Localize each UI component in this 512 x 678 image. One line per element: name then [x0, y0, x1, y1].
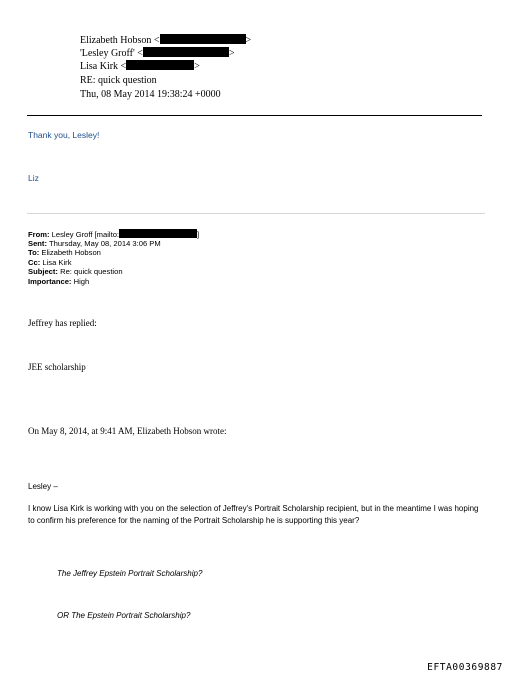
header-subject-value: RE: quick question — [80, 75, 157, 86]
fwd-from-value: Lesley Groff [mailto: — [51, 230, 120, 239]
redaction-box — [160, 34, 246, 44]
fwd-subject-value: Re: quick question — [60, 267, 123, 277]
close-bracket: > — [228, 48, 235, 59]
message-line-2: JEE scholarship — [28, 362, 86, 372]
message-line-1: Jeffrey has replied: — [28, 318, 97, 328]
fwd-sent-value: Thursday, May 08, 2014 3:06 PM — [48, 238, 161, 248]
quote-paragraph: I know Lisa Kirk is working with you on the selection of Jeffrey's Portrait Scholarship recipient, but in the meantime I was hoping to confirm his preference for the naming of the Portrait Scholarship he is supporting this year? — [28, 504, 479, 525]
redaction-box — [126, 60, 194, 70]
reply-signoff: Liz — [28, 173, 39, 183]
close-bracket: > — [194, 61, 200, 72]
fwd-subject-label: Subject: — [28, 267, 58, 277]
fwd-importance-row — [28, 277, 89, 287]
fwd-importance-value: High — [73, 277, 90, 286]
redaction-box — [143, 47, 229, 57]
header-cc-value: Lisa Kirk < — [80, 61, 127, 72]
close-bracket: > — [245, 35, 252, 46]
fwd-from-label: From: — [28, 230, 50, 239]
fwd-to-row — [28, 248, 101, 258]
fwd-cc-value: Lisa Kirk — [42, 257, 72, 267]
fwd-cc-label: Cc: — [28, 257, 41, 267]
fwd-sent-label: Sent: — [28, 238, 47, 248]
quote-option-1: The Jeffrey Epstein Portrait Scholarship? — [57, 569, 203, 578]
header-date-value: Thu, 08 May 2014 19:38:24 +0000 — [80, 89, 221, 100]
quote-intro: On May 8, 2014, at 9:41 AM, Elizabeth Hobson wrote: — [28, 426, 227, 436]
fwd-to-label: To: — [28, 248, 40, 258]
forward-divider — [27, 213, 485, 214]
header-divider — [27, 115, 482, 116]
quote-greeting: Lesley – — [28, 482, 58, 491]
fwd-sent-row — [28, 239, 161, 249]
reply-thanks: Thank you, Lesley! — [28, 130, 100, 140]
quote-option-2: OR The Epstein Portrait Scholarship? — [57, 611, 191, 620]
redaction-box — [119, 229, 200, 239]
fwd-importance-label: Importance: — [28, 277, 72, 286]
header-from-value: Elizabeth Hobson < — [80, 35, 160, 46]
fwd-cc-row — [28, 258, 72, 268]
document-stamp: EFTA00369887 — [427, 662, 503, 673]
fwd-from-close: ] — [197, 230, 200, 239]
header-to-value: 'Lesley Groff' < — [80, 48, 143, 59]
fwd-to-value: Elizabeth Hobson — [41, 248, 101, 258]
fwd-subject-row — [28, 267, 123, 277]
